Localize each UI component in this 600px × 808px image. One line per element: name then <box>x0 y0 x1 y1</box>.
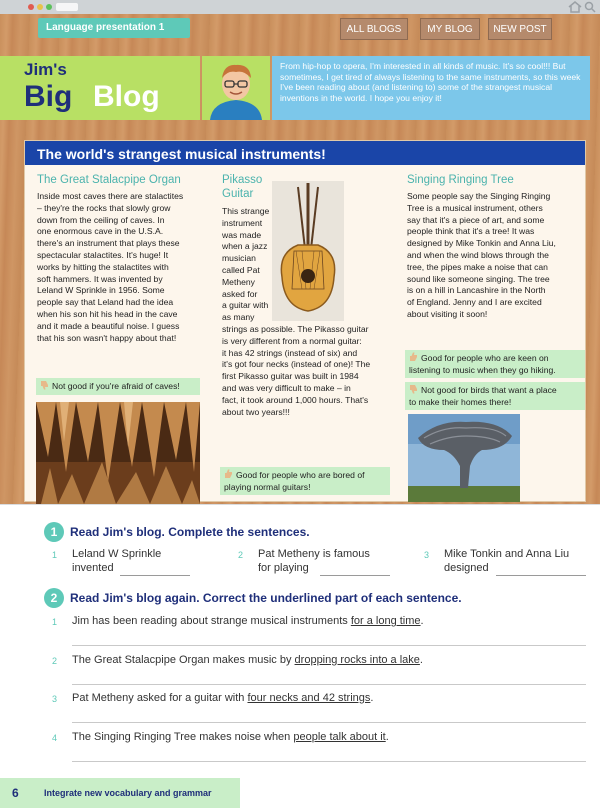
sentence-text: . <box>419 654 423 666</box>
text-line: – they're the rocks that slowly grow <box>37 202 171 213</box>
item-line: for playing <box>258 562 309 574</box>
text-line: about two years!!! <box>222 406 290 417</box>
answer-blank[interactable] <box>120 575 190 576</box>
item-number: 2 <box>52 656 58 666</box>
browser-title-bar <box>0 0 600 14</box>
item-number: 2 <box>238 550 244 560</box>
underlined-part: for a long time <box>350 615 421 627</box>
close-window-dot[interactable] <box>28 4 34 10</box>
underlined-part: dropping rocks into a lake <box>294 654 420 666</box>
logo-blog-text: Blog <box>93 80 160 113</box>
item-line: Pat Metheny is famous <box>258 548 370 560</box>
stalacpipe-note <box>36 378 200 395</box>
ex1-item-2 <box>258 547 370 575</box>
text-line: instrument <box>222 217 263 228</box>
item-line: invented <box>72 562 114 574</box>
sentence-text: The Great Stalacpipe Organ makes music by <box>72 654 295 666</box>
item-line: Leland W Sprinkle <box>72 548 162 560</box>
maximize-window-dot[interactable] <box>46 4 52 10</box>
text-line: that his son wasn't happy about that! <box>37 332 177 343</box>
logo-big-text: Big <box>24 80 73 113</box>
text-line: strings as possible. The Pikasso guitar <box>222 324 369 334</box>
note-text: listening to music when they go hiking. <box>409 364 556 375</box>
text-line: soft hammers. It was invented by <box>37 273 163 284</box>
text-line: first Pikasso guitar was built in 1984 <box>222 371 359 382</box>
item-number: 1 <box>52 617 58 627</box>
text-line: Tree is a musical instrument, others <box>407 202 543 213</box>
note-text: Good for people who are bored of <box>236 470 365 480</box>
item-number: 3 <box>424 550 430 560</box>
item-number: 4 <box>52 733 58 743</box>
exercise-number-badge: 2 <box>44 588 64 608</box>
text-line: as many <box>222 312 255 323</box>
text-line: is on a hill in Lancashire in the North <box>407 285 546 296</box>
singing-tree-heading: Singing Ringing Tree <box>407 174 514 186</box>
text-line: people think that it's a tree! It was <box>407 226 535 237</box>
text-line: spectacular stalactites. It's huge! It <box>37 249 169 260</box>
cave-photo <box>36 402 200 504</box>
pikasso-note <box>220 467 390 495</box>
answer-blank[interactable] <box>320 575 390 576</box>
underlined-part: four necks and 42 strings <box>247 692 371 704</box>
stalacpipe-text <box>37 191 237 344</box>
text-line: tree, the pipes make a noise that can <box>407 261 548 272</box>
singing-tree-note-bad <box>405 382 585 410</box>
sentence-text: The Singing Ringing Tree makes noise when <box>72 731 294 743</box>
note-text: to make their homes there! <box>409 396 512 407</box>
item-number: 3 <box>52 694 58 704</box>
text-line: it's got four necks (instead of one)! The <box>222 359 371 370</box>
thumb-down-icon <box>40 380 49 390</box>
ex2-item-3 <box>72 691 373 705</box>
text-line: and was very difficult to make – in <box>222 382 351 393</box>
text-line: about visiting it soon! <box>407 308 488 319</box>
singing-tree-photo <box>408 414 520 502</box>
text-line: musician <box>222 253 256 264</box>
my-blog-button[interactable]: MY BLOG <box>420 18 480 40</box>
exercise-1-title: Read Jim's blog. Complete the sentences. <box>70 525 310 539</box>
text-line: asked for <box>222 288 258 299</box>
sentence-text: . <box>370 692 374 704</box>
item-number: 1 <box>52 550 58 560</box>
text-line: Inside most caves there are stalactites <box>37 191 184 201</box>
answer-line[interactable] <box>72 761 586 762</box>
sentence-text: . <box>420 615 424 627</box>
underlined-part: people talk about it <box>293 731 386 743</box>
text-line: one enormous cave in the U.S.A. <box>37 226 164 237</box>
text-line: a guitar with <box>222 300 269 311</box>
all-blogs-button[interactable]: ALL BLOGS <box>340 18 408 40</box>
text-line: works by hitting the stalactites with <box>37 261 169 272</box>
sentence-text: . <box>385 731 389 743</box>
text-line: when a jazz <box>222 241 268 252</box>
minimize-window-dot[interactable] <box>37 4 43 10</box>
lesson-tab: Language presentation 1 <box>38 18 190 38</box>
text-line: Metheny <box>222 276 255 287</box>
text-line: fact, it took around 1,000 hours. That's <box>222 394 369 405</box>
avatar <box>202 56 270 120</box>
blog-intro: From hip-hop to opera, I'm interested in all kinds of music. It's so cool!!! But sometimes, I get tired of always listening to the same instruments, so this week I've been reading about (and listening to) some of the strangest musical inventions in the world. I hope you enjoy it! <box>272 56 590 120</box>
browser-tab[interactable] <box>56 3 78 11</box>
text-line: when his son hit his head in the cave <box>37 308 178 319</box>
note-text: playing normal guitars! <box>224 481 311 492</box>
exercise-2-header <box>44 588 462 608</box>
ex2-item-2 <box>72 653 423 667</box>
answer-line[interactable] <box>72 684 586 685</box>
text-line: and it made a beautiful noise. I guess <box>37 320 180 331</box>
ex2-item-4 <box>72 730 389 744</box>
text-line: say that it's a piece of art, and some <box>407 214 545 225</box>
item-line: Mike Tonkin and Anna Liu <box>444 548 570 560</box>
sentence-text: Pat Metheny asked for a guitar with <box>72 692 248 704</box>
pikasso-guitar-photo <box>272 181 344 321</box>
text-line: called Pat <box>222 264 260 275</box>
pikasso-text <box>222 324 398 418</box>
text-line: down from the ceiling of caves. In <box>37 214 165 225</box>
page-number: 6 <box>12 786 19 800</box>
stalacpipe-heading: The Great Stalacpipe Organ <box>37 174 181 186</box>
exercise-number-badge: 1 <box>44 522 64 542</box>
text-line: sound like someone singing. The tree <box>407 273 550 284</box>
note-text: Good for people who are keen on <box>421 353 549 363</box>
ex2-item-1 <box>72 614 424 628</box>
text-line: people say that Leland had the idea <box>37 297 174 308</box>
pikasso-heading-1: Pikasso <box>222 174 263 186</box>
new-post-button[interactable]: NEW POST <box>488 18 552 40</box>
pikasso-heading-2: Guitar <box>222 188 254 200</box>
singing-tree-note-good <box>405 350 585 378</box>
answer-line[interactable] <box>72 645 586 646</box>
note-line <box>224 469 387 482</box>
note-text: Not good for birds that want a place <box>421 385 557 395</box>
thumb-up-icon <box>409 352 418 362</box>
sentence-text: Jim has been reading about strange musical instruments <box>72 615 351 627</box>
thumb-down-icon <box>409 384 418 394</box>
thumb-up-icon <box>224 469 233 479</box>
text-line: Some people say the Singing Ringing <box>407 191 551 201</box>
text-line: was made <box>222 229 262 240</box>
exercise-1-header <box>44 522 310 542</box>
text-line: there's an instrument that plays these <box>37 238 180 249</box>
text-line: and when the wind blows through the <box>407 249 549 260</box>
text-line: This strange <box>222 206 270 216</box>
text-line: is very different from a normal guitar: <box>222 335 362 346</box>
answer-line[interactable] <box>72 722 586 723</box>
ex1-item-1 <box>72 547 161 575</box>
home-icon[interactable] <box>568 1 582 13</box>
article-title: The world's strangest musical instruments! <box>25 141 585 165</box>
search-icon[interactable] <box>584 1 596 13</box>
answer-blank[interactable] <box>496 575 586 576</box>
ex1-item-3 <box>444 547 569 575</box>
footer-text: Integrate new vocabulary and grammar <box>44 788 212 798</box>
note-line <box>409 352 582 365</box>
text-line: it has 42 strings (instead of six) and <box>222 347 358 358</box>
note-text: Not good if you're afraid of caves! <box>52 381 180 391</box>
note-line <box>409 384 582 397</box>
logo-jims-text: Jim's <box>24 60 67 79</box>
text-line: designed by Mike Tonkin and Anna Liu, <box>407 238 556 249</box>
exercise-2-title: Read Jim's blog again. Correct the underlined part of each sentence. <box>70 591 462 605</box>
singing-tree-text <box>407 191 583 321</box>
text-line: of England. Jenny and I are excited <box>407 297 542 308</box>
text-line: Leland W Sprinkle in 1956. Some <box>37 285 165 296</box>
item-line: designed <box>444 562 489 574</box>
pikasso-text-narrow <box>222 206 272 324</box>
